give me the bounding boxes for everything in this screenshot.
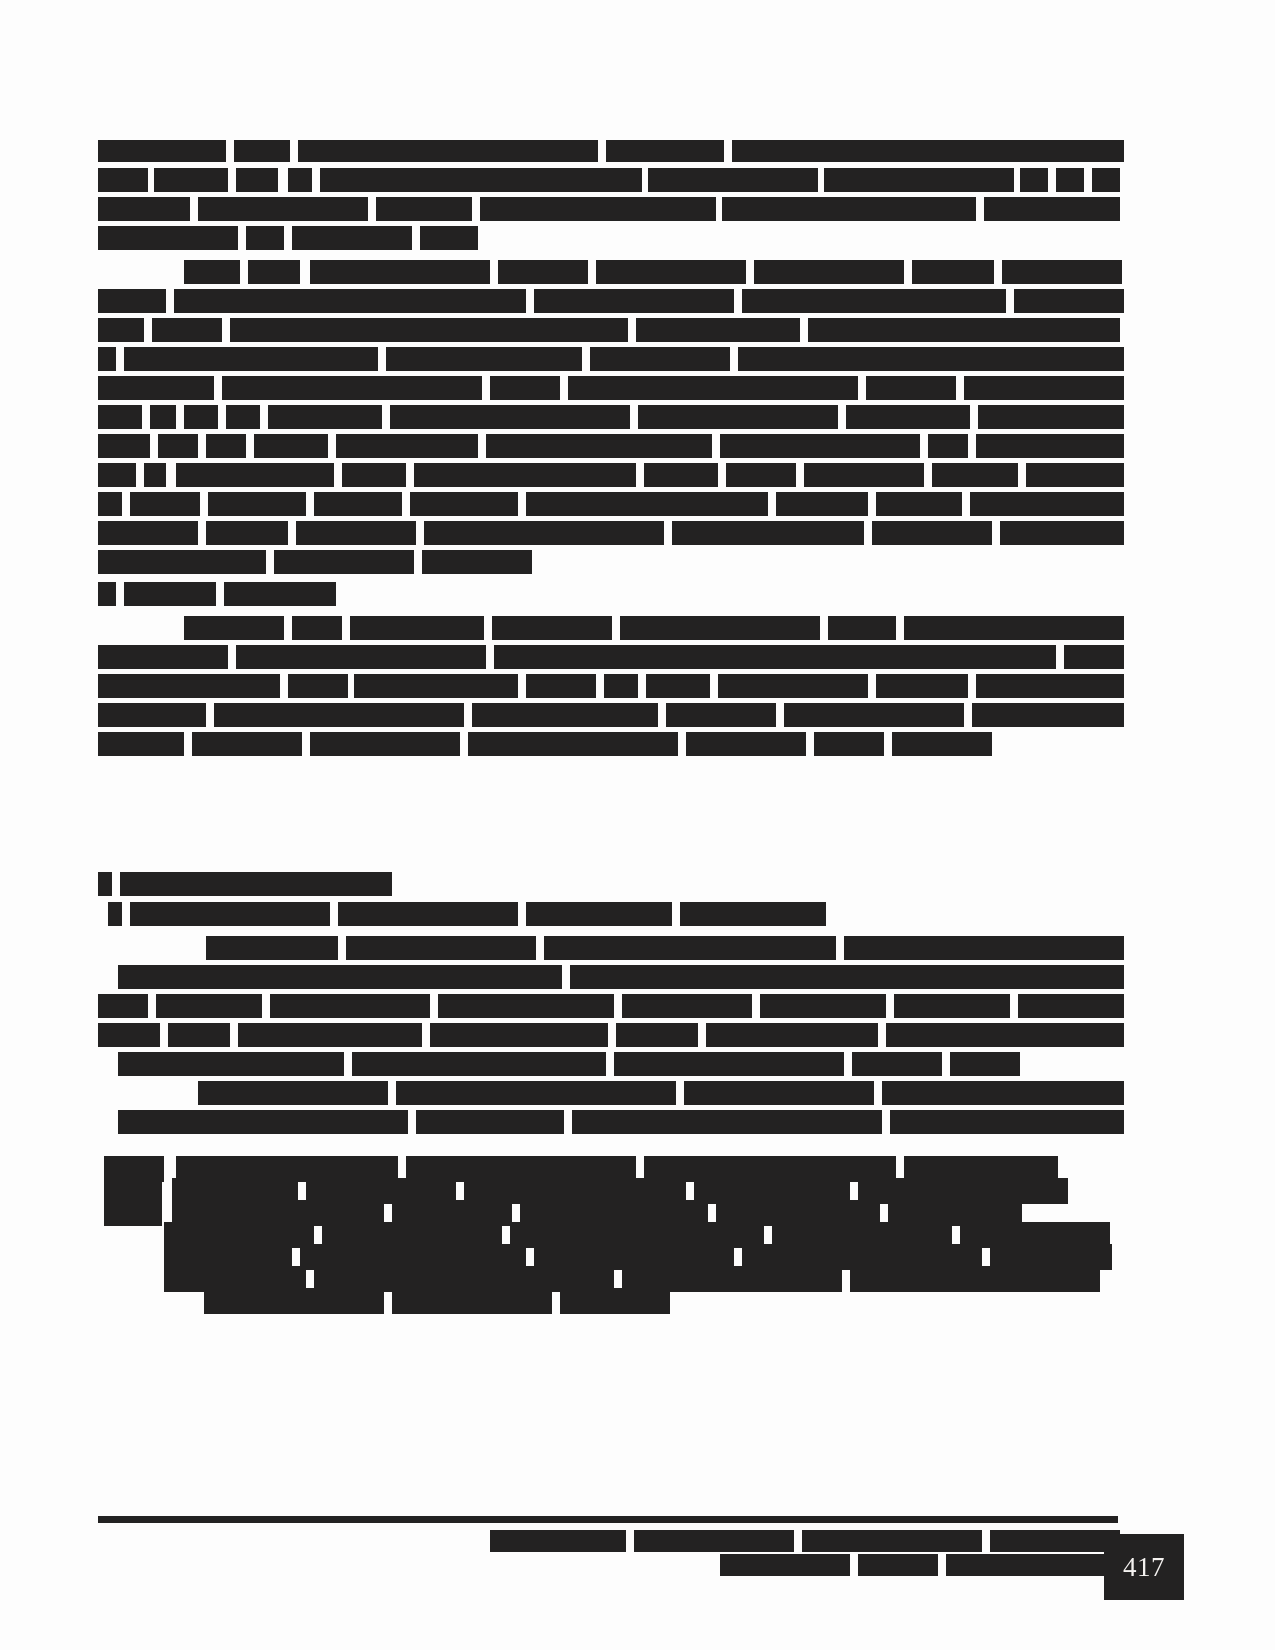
redaction-bar	[738, 347, 1124, 371]
redaction-bar	[236, 645, 486, 669]
redaction-bar	[570, 965, 1124, 989]
redaction-bar	[354, 674, 518, 698]
redacted-line	[98, 140, 1120, 164]
redaction-bar	[802, 1530, 982, 1552]
redacted-line	[98, 492, 1120, 516]
redaction-bar	[320, 168, 642, 192]
redaction-bar	[174, 289, 526, 313]
redaction-bar	[230, 318, 628, 342]
redaction-bar	[894, 994, 1010, 1018]
redacted-line	[98, 582, 1120, 606]
redaction-bar	[274, 550, 414, 574]
redaction-bar	[416, 1110, 564, 1134]
redacted-paragraph-para-4	[98, 936, 1120, 1134]
redaction-bar	[314, 492, 402, 516]
redaction-bar	[422, 550, 532, 574]
redacted-line	[98, 616, 1120, 640]
redaction-bar	[226, 405, 260, 429]
redacted-line	[98, 376, 1120, 400]
redaction-bar	[168, 1023, 230, 1047]
body-text-block	[98, 140, 1120, 1314]
redacted-line	[98, 902, 1120, 926]
redaction-bar	[108, 902, 122, 926]
redaction-bar	[568, 376, 858, 400]
redacted-line	[98, 434, 1120, 458]
redaction-bar	[98, 434, 150, 458]
redacted-line	[98, 347, 1120, 371]
redacted-line	[98, 965, 1120, 989]
redaction-bar	[206, 936, 338, 960]
redaction-bar	[882, 1081, 1124, 1105]
redaction-bar	[208, 492, 306, 516]
redaction-bar	[288, 168, 312, 192]
redaction-bar	[846, 405, 970, 429]
redaction-bar	[98, 582, 116, 606]
redaction-bar	[976, 674, 1124, 698]
redaction-bar	[606, 140, 724, 162]
redaction-bar	[950, 1052, 1020, 1076]
redacted-line	[98, 1023, 1120, 1047]
redaction-bar	[310, 260, 490, 284]
redaction-bar	[234, 140, 290, 162]
footnote-separator-rule	[98, 1516, 1118, 1523]
redaction-bar	[98, 521, 198, 545]
redaction-bar	[204, 1288, 384, 1314]
redaction-bar	[742, 289, 1006, 313]
redaction-bar	[98, 872, 112, 896]
redaction-bar	[828, 616, 896, 640]
redaction-bar	[98, 140, 226, 162]
redaction-bar	[990, 1530, 1120, 1552]
redaction-bar	[352, 1052, 606, 1076]
redaction-bar	[886, 1023, 1124, 1047]
redaction-bar	[192, 732, 302, 756]
redacted-line	[98, 197, 1120, 221]
redaction-bar	[338, 902, 518, 926]
redaction-bar	[390, 405, 630, 429]
redaction-bar	[198, 1081, 388, 1105]
redacted-line	[98, 645, 1120, 669]
redaction-bar	[972, 703, 1124, 727]
redacted-line	[98, 994, 1120, 1018]
redaction-bar	[636, 318, 800, 342]
redacted-line	[98, 463, 1120, 487]
redaction-bar	[98, 168, 148, 192]
redaction-bar	[120, 872, 392, 896]
redaction-bar	[98, 674, 280, 698]
redaction-bar	[912, 260, 994, 284]
redacted-line	[98, 1081, 1120, 1105]
redaction-bar	[720, 1554, 850, 1576]
redaction-bar	[206, 521, 288, 545]
redaction-bar	[666, 703, 776, 727]
redaction-bar	[254, 434, 328, 458]
redaction-bar	[480, 197, 716, 221]
redaction-bar	[270, 994, 430, 1018]
page-number-box	[1104, 1534, 1184, 1600]
redaction-bar	[526, 674, 596, 698]
redaction-bar	[622, 994, 752, 1018]
redacted-blockquote	[104, 1156, 1120, 1314]
redaction-bar	[904, 616, 1124, 640]
redaction-bar	[288, 674, 348, 698]
redaction-bar	[706, 1023, 878, 1047]
page-number-label: 417	[1123, 1551, 1165, 1582]
redaction-bar	[932, 463, 1018, 487]
redaction-bar	[376, 197, 472, 221]
redaction-bar	[680, 902, 826, 926]
redaction-bar	[844, 936, 1124, 960]
redaction-bar	[486, 434, 712, 458]
redaction-bar	[754, 260, 904, 284]
redacted-line	[98, 703, 1120, 727]
redaction-bar	[876, 674, 968, 698]
redaction-bar	[672, 521, 864, 545]
redaction-bar	[98, 994, 148, 1018]
redaction-bar	[292, 226, 412, 250]
redaction-bar	[222, 376, 482, 400]
redaction-bar	[648, 168, 818, 192]
redaction-bar	[118, 1052, 344, 1076]
redacted-footnote	[98, 1530, 1120, 1576]
redaction-bar	[1018, 994, 1124, 1018]
redaction-bar	[1000, 521, 1124, 545]
redaction-bar	[396, 1081, 676, 1105]
redaction-bar	[872, 521, 992, 545]
redaction-bar	[292, 616, 342, 640]
redaction-bar	[98, 550, 266, 574]
redaction-bar	[124, 347, 378, 371]
redacted-line	[98, 226, 1120, 250]
redaction-bar	[976, 434, 1124, 458]
redaction-bar	[604, 674, 638, 698]
redaction-bar	[214, 703, 464, 727]
redacted-line	[98, 405, 1120, 429]
redaction-bar	[430, 1023, 608, 1047]
redaction-bar	[98, 347, 116, 371]
redaction-bar	[98, 318, 144, 342]
redaction-bar	[420, 226, 478, 250]
redacted-paragraph-para-3	[98, 616, 1120, 756]
redaction-bar	[572, 1110, 882, 1134]
redaction-bar	[98, 492, 122, 516]
redaction-bar	[616, 1023, 698, 1047]
redaction-bar	[124, 582, 216, 606]
redaction-bar	[964, 376, 1124, 400]
footnote-area	[98, 1530, 1120, 1576]
redaction-bar	[614, 1052, 844, 1076]
redaction-bar	[498, 260, 588, 284]
redaction-bar	[410, 492, 518, 516]
redacted-line	[98, 1110, 1120, 1134]
redaction-bar	[98, 463, 136, 487]
redaction-bar	[98, 405, 142, 429]
redaction-bar	[98, 1023, 160, 1047]
redaction-bar	[534, 289, 734, 313]
redaction-bar	[176, 463, 334, 487]
redaction-bar	[722, 197, 976, 221]
redaction-bar	[156, 994, 262, 1018]
redacted-line	[98, 289, 1120, 313]
redaction-bar	[984, 197, 1120, 221]
redaction-bar	[970, 492, 1124, 516]
footnote-text-block	[98, 1530, 1120, 1576]
redaction-bar	[824, 168, 1014, 192]
redaction-bar	[890, 1110, 1124, 1134]
redaction-bar	[118, 965, 562, 989]
redacted-subheading-heading-B-sub	[98, 902, 1120, 926]
redaction-bar	[814, 732, 884, 756]
redacted-line	[98, 168, 1120, 192]
redaction-bar	[98, 289, 166, 313]
redaction-bar	[638, 405, 838, 429]
redaction-bar	[224, 582, 336, 606]
redaction-bar	[104, 1200, 162, 1226]
redaction-bar	[198, 197, 368, 221]
redaction-bar	[526, 902, 672, 926]
redaction-bar	[98, 703, 206, 727]
redaction-bar	[342, 463, 406, 487]
redaction-bar	[646, 674, 710, 698]
redacted-line	[98, 1052, 1120, 1076]
redaction-bar	[392, 1288, 552, 1314]
redaction-bar	[526, 492, 768, 516]
redaction-bar	[238, 1023, 422, 1047]
redaction-bar	[468, 732, 678, 756]
redaction-bar	[804, 463, 924, 487]
redaction-bar	[298, 140, 598, 162]
redaction-bar	[596, 260, 746, 284]
redaction-bar	[718, 674, 868, 698]
redaction-bar	[206, 434, 246, 458]
redaction-bar	[1014, 289, 1124, 313]
redaction-bar	[620, 616, 820, 640]
redacted-line	[98, 550, 1120, 574]
redaction-bar	[472, 703, 658, 727]
redaction-bar	[644, 463, 718, 487]
redaction-bar	[98, 226, 238, 250]
redaction-bar	[776, 492, 868, 516]
redaction-bar	[296, 521, 416, 545]
redacted-heading-heading-B	[98, 872, 1120, 896]
redaction-bar	[184, 260, 240, 284]
redaction-bar	[118, 1110, 408, 1134]
redaction-bar	[684, 1081, 874, 1105]
redaction-bar	[946, 1554, 1116, 1576]
redaction-bar	[414, 463, 636, 487]
redaction-bar	[336, 434, 478, 458]
redaction-bar	[1026, 463, 1124, 487]
redaction-bar	[152, 318, 222, 342]
redaction-bar	[866, 376, 956, 400]
redaction-bar	[726, 463, 796, 487]
redaction-bar	[876, 492, 962, 516]
redaction-bar	[150, 405, 176, 429]
redaction-bar	[560, 1288, 670, 1314]
redaction-bar	[246, 226, 284, 250]
redaction-bar	[158, 434, 198, 458]
redaction-bar	[490, 376, 560, 400]
redaction-bar	[634, 1530, 794, 1552]
redaction-bar	[590, 347, 730, 371]
redacted-line	[98, 674, 1120, 698]
redaction-bar	[892, 732, 992, 756]
redacted-line	[98, 732, 1120, 756]
redacted-line	[98, 318, 1120, 342]
redaction-bar	[1020, 168, 1048, 192]
redaction-bar	[852, 1052, 942, 1076]
redaction-bar	[808, 318, 1120, 342]
redaction-bar	[492, 616, 612, 640]
redaction-bar	[1002, 260, 1122, 284]
redaction-bar	[346, 936, 536, 960]
redacted-line	[98, 936, 1120, 960]
redaction-bar	[1092, 168, 1120, 192]
redaction-bar	[98, 197, 190, 221]
redaction-bar	[978, 405, 1124, 429]
redaction-bar	[248, 260, 300, 284]
redaction-bar	[184, 616, 284, 640]
redaction-bar	[98, 645, 228, 669]
redaction-bar	[438, 994, 614, 1018]
redaction-bar	[144, 463, 166, 487]
redacted-line	[98, 872, 1120, 896]
redaction-bar	[130, 902, 330, 926]
redaction-bar	[760, 994, 886, 1018]
redaction-bar	[686, 732, 806, 756]
redaction-bar	[154, 168, 228, 192]
redaction-bar	[544, 936, 836, 960]
redaction-bar	[424, 521, 664, 545]
redaction-bar	[98, 732, 184, 756]
redacted-paragraph-para-1	[98, 140, 1120, 250]
redaction-bar	[98, 376, 214, 400]
redaction-bar	[268, 405, 382, 429]
redaction-bar	[130, 492, 200, 516]
redacted-heading-heading-A	[98, 582, 1120, 606]
redaction-bar	[850, 1266, 1100, 1292]
redaction-bar	[858, 1554, 938, 1576]
redacted-paragraph-para-2	[98, 260, 1120, 574]
redacted-line	[98, 260, 1120, 284]
redaction-bar	[310, 732, 460, 756]
redaction-bar	[490, 1530, 626, 1552]
redaction-bar	[184, 405, 218, 429]
redaction-bar	[386, 347, 582, 371]
redaction-bar	[784, 703, 964, 727]
redaction-bar	[720, 434, 920, 458]
redaction-bar	[928, 434, 968, 458]
redaction-bar	[1056, 168, 1084, 192]
redaction-bar	[1064, 645, 1124, 669]
page-content-area	[98, 140, 1120, 1314]
redaction-bar	[236, 168, 278, 192]
redaction-bar	[732, 140, 1124, 162]
redaction-bar	[494, 645, 1056, 669]
redaction-bar	[350, 616, 484, 640]
redacted-line	[98, 521, 1120, 545]
